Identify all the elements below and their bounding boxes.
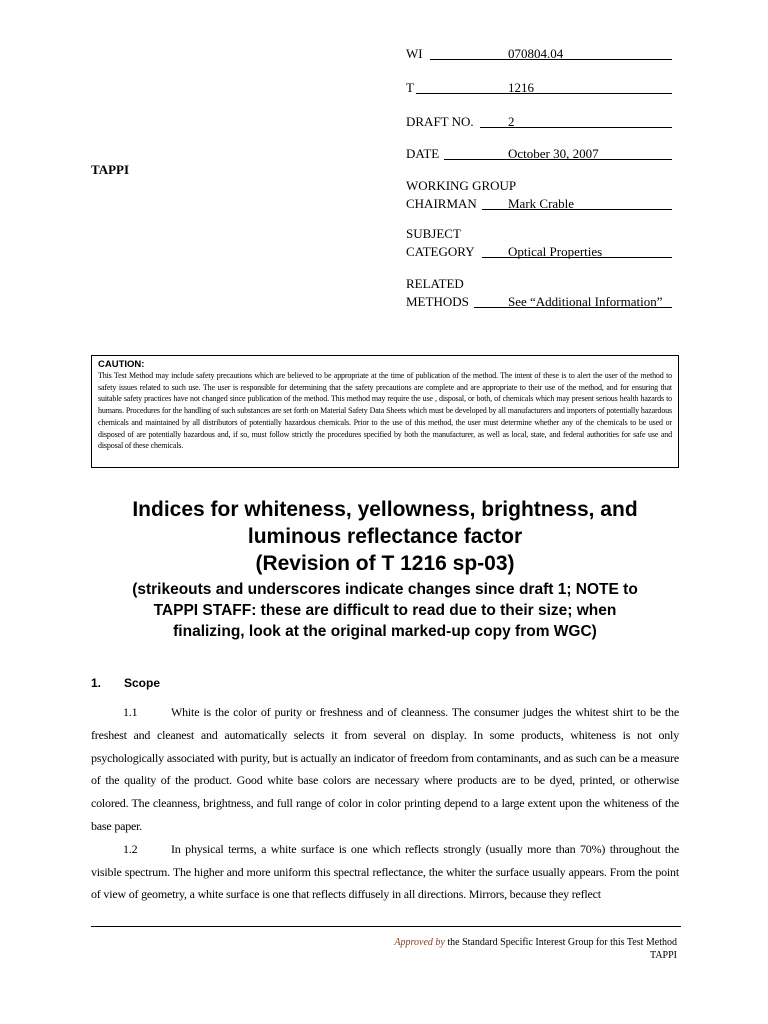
subtitle-line: finalizing, look at the original marked-up copy from WGC) [173, 623, 597, 640]
caution-text: This Test Method may include safety precautions which are believed to be appropriate at the time of publication of the method. The intent of these is to alert the user of the method to safety issues related to such use. The user is responsible for determining that the safety precautions are complete and are appropriate to their use of the method, and for ensuring that suitable safety practices have not changed since publication of the method. This method may require the use , disposal, or both, of chemicals which may present serious health hazards to humans. Procedures for the handling of such substances are set forth on Material Safety Data Sheets which must be developed by all manufacturers and importers of potentially hazardous chemicals and maintained by all distributors of potentially hazardous chemicals. Prior to the use of this method, the user must determine whether any of the chemicals to be used or disposed of are potentially hazardous and, if so, must follow strictly the procedures specified by both the manufacturer, as well as local, state, and federal authorities for safe use and disposal of these chemicals. [98, 371, 672, 451]
caution-title: CAUTION: [98, 359, 145, 370]
meta-row-t [406, 79, 672, 97]
page-footer [394, 936, 677, 962]
meta-row-chair-1 [406, 177, 672, 195]
meta-label-chair-line2: CHAIRMAN [406, 196, 477, 211]
meta-underline [416, 93, 672, 94]
meta-value-chairman: Mark Crable [508, 196, 575, 211]
meta-value-draft: 2 [508, 114, 515, 129]
meta-row-date [406, 145, 672, 163]
footer-approved-by: Approved by [394, 937, 445, 948]
title-line: luminous reflectance factor [247, 525, 523, 548]
section-title: Scope [124, 676, 161, 690]
meta-label-date: DATE [406, 146, 440, 161]
meta-label-related-line2: METHODS [406, 294, 469, 309]
document-metadata [406, 113, 672, 131]
meta-label-draft: DRAFT NO. [406, 114, 474, 129]
meta-row-wi [406, 45, 672, 63]
document-metadata [406, 145, 672, 163]
title-line: (Revision of T 1216 sp-03) [255, 552, 515, 575]
meta-value-subject: Optical Properties [508, 244, 603, 259]
paragraph-number: 1.2 [123, 841, 138, 856]
meta-label-subject-line1: SUBJECT [406, 226, 461, 241]
meta-row-chair-2 [406, 195, 672, 213]
meta-row-subject-2 [406, 243, 672, 261]
footer-approval-line [394, 936, 677, 949]
section-number: 1. [91, 676, 102, 690]
document-metadata [406, 275, 672, 311]
document-metadata [406, 177, 672, 213]
meta-label-t: T [406, 80, 414, 95]
footer-org: TAPPI [650, 950, 677, 961]
footer-divider [91, 926, 681, 927]
paragraph-text: In physical terms, a white surface is one which reflects strongly (usually more than 70%) throughout the visible spectrum. The higher and more uniform this spectral reflectance, the whiter the surface usually appears. From the point of view of geometry, a white surface is one that reflects diffusely in all directions. Mirrors, because they reflect [91, 841, 679, 902]
subtitle-line: TAPPI STAFF: these are difficult to read due to their size; when [153, 602, 617, 619]
meta-label-related-line1: RELATED [406, 276, 464, 291]
subtitle-line: (strikeouts and underscores indicate changes since draft 1; NOTE to [132, 581, 638, 598]
meta-row-related-2 [406, 293, 672, 311]
meta-value-wi: 070804.04 [508, 46, 564, 61]
document-metadata [406, 45, 672, 63]
meta-label-wi: WI [406, 46, 423, 61]
section-heading [91, 676, 160, 690]
meta-row-draft [406, 113, 672, 131]
paragraph-number: 1.1 [123, 705, 138, 719]
paragraph-text: White is the color of purity or freshness and of cleanness. The consumer judges the whitest shirt to be the freshest and cleanest and automatically selects it from several on display. In some products, whiteness is not only psychologically associated with purity, but is actually an indicator of freedom from contaminants, and as such can be a measure of the quality of the product. Good white base colors are necessary where products are to be dyed, printed, or otherwise colored. The cleanness, brightness, and full range of color in color printing depend to a large extent upon the whiteness of the base paper. [91, 705, 679, 833]
caution-box [91, 355, 679, 468]
meta-value-date: October 30, 2007 [508, 146, 599, 161]
organization-name: TAPPI [91, 162, 130, 177]
meta-row-related-1 [406, 275, 672, 293]
document-subtitle [80, 579, 690, 642]
paragraph [91, 701, 679, 838]
meta-label-subject-line2: CATEGORY [406, 244, 475, 259]
meta-value-t: 1216 [508, 80, 534, 95]
meta-value-related: See “Additional Information” [508, 294, 663, 309]
document-metadata [406, 225, 672, 261]
meta-row-subject-1 [406, 225, 672, 243]
document-metadata [406, 79, 672, 97]
meta-label-chair-line1: WORKING GROUP [406, 178, 517, 193]
paragraph [91, 838, 679, 906]
document-title [80, 496, 690, 577]
footer-approved-rest: the Standard Specific Interest Group for this Test Method [447, 937, 677, 948]
title-line: Indices for whiteness, yellowness, brightness, and [132, 498, 638, 521]
section-body [91, 701, 679, 906]
